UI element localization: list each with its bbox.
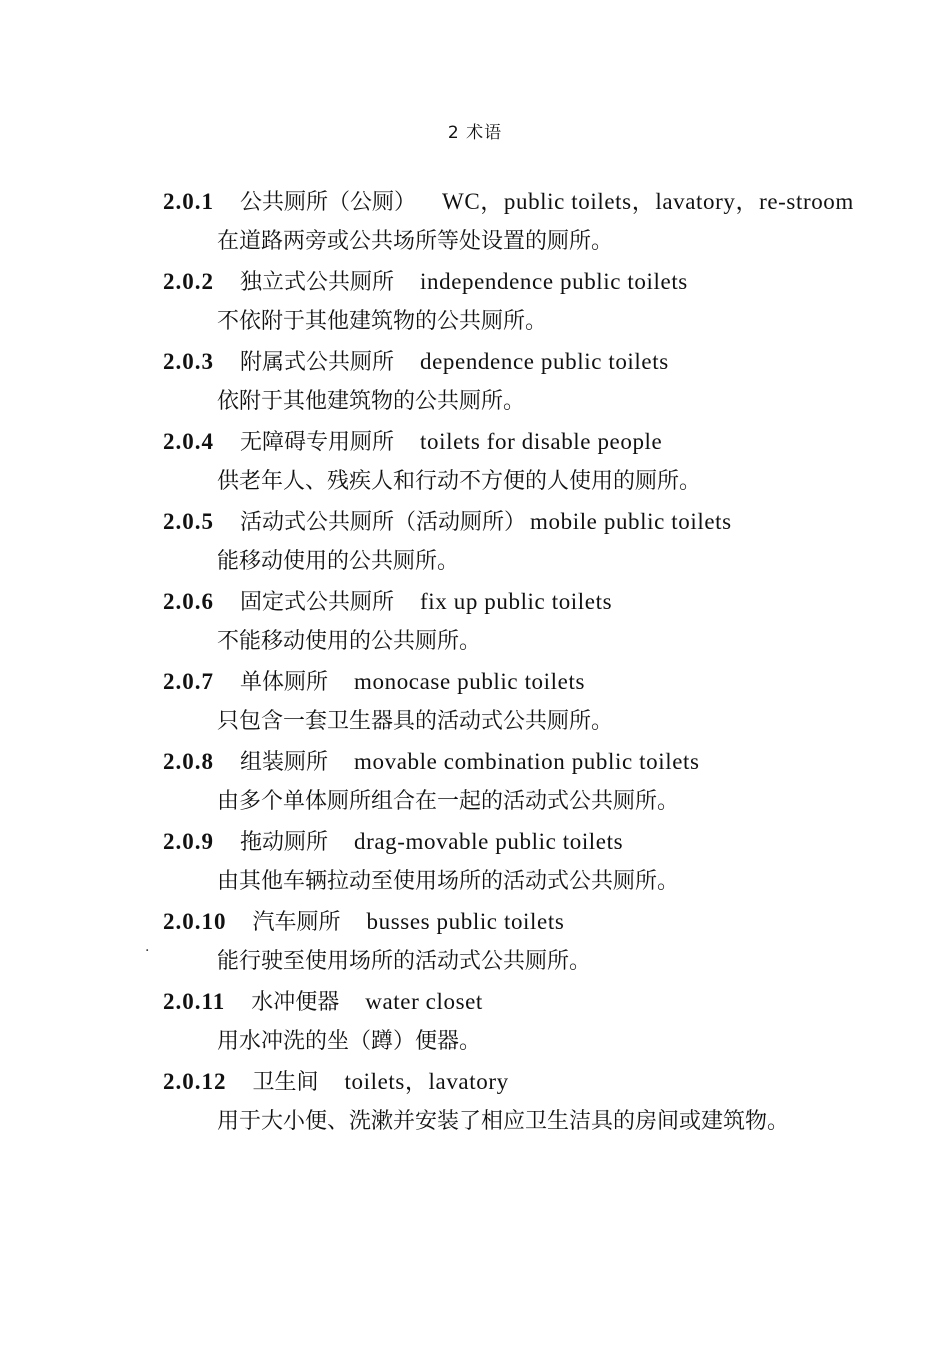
term-english: WC，public toilets，lavatory，re-stroom	[442, 189, 854, 214]
term-header	[163, 502, 903, 543]
term-definition: 不能移动使用的公共厕所。	[217, 629, 482, 654]
term-entry-2-0-3	[163, 342, 903, 422]
term-chinese: 汽车厕所	[252, 909, 341, 935]
term-chinese: 独立式公共厕所	[240, 269, 395, 295]
term-number: 2.0.8	[163, 748, 214, 774]
term-number: 2.0.7	[163, 668, 214, 694]
term-english: monocase public toilets	[354, 668, 585, 694]
term-english: dependence public toilets	[420, 348, 669, 374]
term-definition: 只包含一套卫生器具的活动式公共厕所。	[217, 709, 614, 734]
term-definition: 在道路两旁或公共场所等处设置的厕所。	[217, 229, 614, 254]
term-definition: 能移动使用的公共厕所。	[217, 549, 460, 574]
term-definition: 供老年人、残疾人和行动不方便的人使用的厕所。	[217, 469, 702, 494]
term-definition: 能行驶至使用场所的活动式公共厕所。	[217, 949, 592, 974]
term-english: fix up public toilets	[420, 588, 613, 614]
term-number: 2.0.2	[163, 268, 214, 294]
term-header	[163, 582, 903, 623]
term-english: busses public toilets	[366, 908, 565, 934]
term-english: toilets，lavatory	[344, 1068, 509, 1094]
term-header	[163, 422, 903, 463]
term-header	[163, 262, 903, 303]
term-chinese: 单体厕所	[240, 669, 329, 695]
term-entry-2-0-5	[163, 502, 903, 582]
term-header	[163, 902, 903, 943]
term-definition: 依附于其他建筑物的公共厕所。	[217, 389, 526, 414]
term-header	[163, 182, 903, 222]
term-number: 2.0.1	[163, 189, 214, 214]
term-header	[163, 742, 903, 783]
term-entry-2-0-8	[163, 742, 903, 822]
term-entry-2-0-6	[163, 582, 903, 662]
term-chinese: 附属式公共厕所	[240, 349, 395, 375]
term-entry-2-0-12	[163, 1062, 903, 1142]
term-number: 2.0.4	[163, 428, 214, 454]
term-number: 2.0.12	[163, 1068, 227, 1094]
term-english: toilets for disable people	[420, 428, 663, 454]
section-title: 2 术语	[447, 123, 503, 143]
term-entry-2-0-2	[163, 262, 903, 342]
term-chinese: 水冲便器	[251, 989, 340, 1015]
term-header	[163, 982, 903, 1023]
stray-mark: ·	[145, 943, 150, 959]
term-header	[163, 1062, 903, 1103]
term-number: 2.0.9	[163, 828, 214, 854]
term-header	[163, 822, 903, 863]
term-number: 2.0.5	[163, 508, 214, 534]
term-chinese: 无障碍专用厕所	[240, 429, 395, 455]
term-entry-2-0-1	[163, 182, 903, 262]
term-definition: 由其他车辆拉动至使用场所的活动式公共厕所。	[217, 869, 680, 894]
term-english: mobile public toilets	[530, 508, 732, 534]
term-chinese: 公共厕所（公厕）	[240, 190, 417, 215]
term-chinese: 组装厕所	[240, 749, 329, 775]
term-definition: 用水冲洗的坐（蹲）便器。	[217, 1029, 482, 1054]
term-entry-2-0-9	[163, 822, 903, 902]
term-chinese: 固定式公共厕所	[240, 589, 395, 615]
term-definition: 用于大小便、洗漱并安装了相应卫生洁具的房间或建筑物。	[217, 1109, 790, 1134]
term-entry-2-0-11	[163, 982, 903, 1062]
term-chinese: 活动式公共厕所（活动厕所）	[240, 509, 527, 535]
term-number: 2.0.11	[163, 988, 226, 1014]
term-header	[163, 342, 903, 383]
term-entry-2-0-4	[163, 422, 903, 502]
term-english: independence public toilets	[420, 268, 688, 294]
term-chinese: 拖动厕所	[240, 829, 329, 855]
term-english: movable combination public toilets	[354, 748, 700, 774]
term-english: drag-movable public toilets	[354, 828, 624, 854]
term-english: water closet	[365, 988, 483, 1014]
term-number: 2.0.10	[163, 908, 227, 934]
term-entry-2-0-10	[163, 902, 903, 982]
term-chinese: 卫生间	[252, 1069, 319, 1095]
term-header	[163, 662, 903, 703]
term-list	[163, 182, 903, 1142]
term-definition: 不依附于其他建筑物的公共厕所。	[217, 309, 548, 334]
term-definition: 由多个单体厕所组合在一起的活动式公共厕所。	[217, 789, 680, 814]
term-number: 2.0.3	[163, 348, 214, 374]
term-number: 2.0.6	[163, 588, 214, 614]
term-entry-2-0-7	[163, 662, 903, 742]
